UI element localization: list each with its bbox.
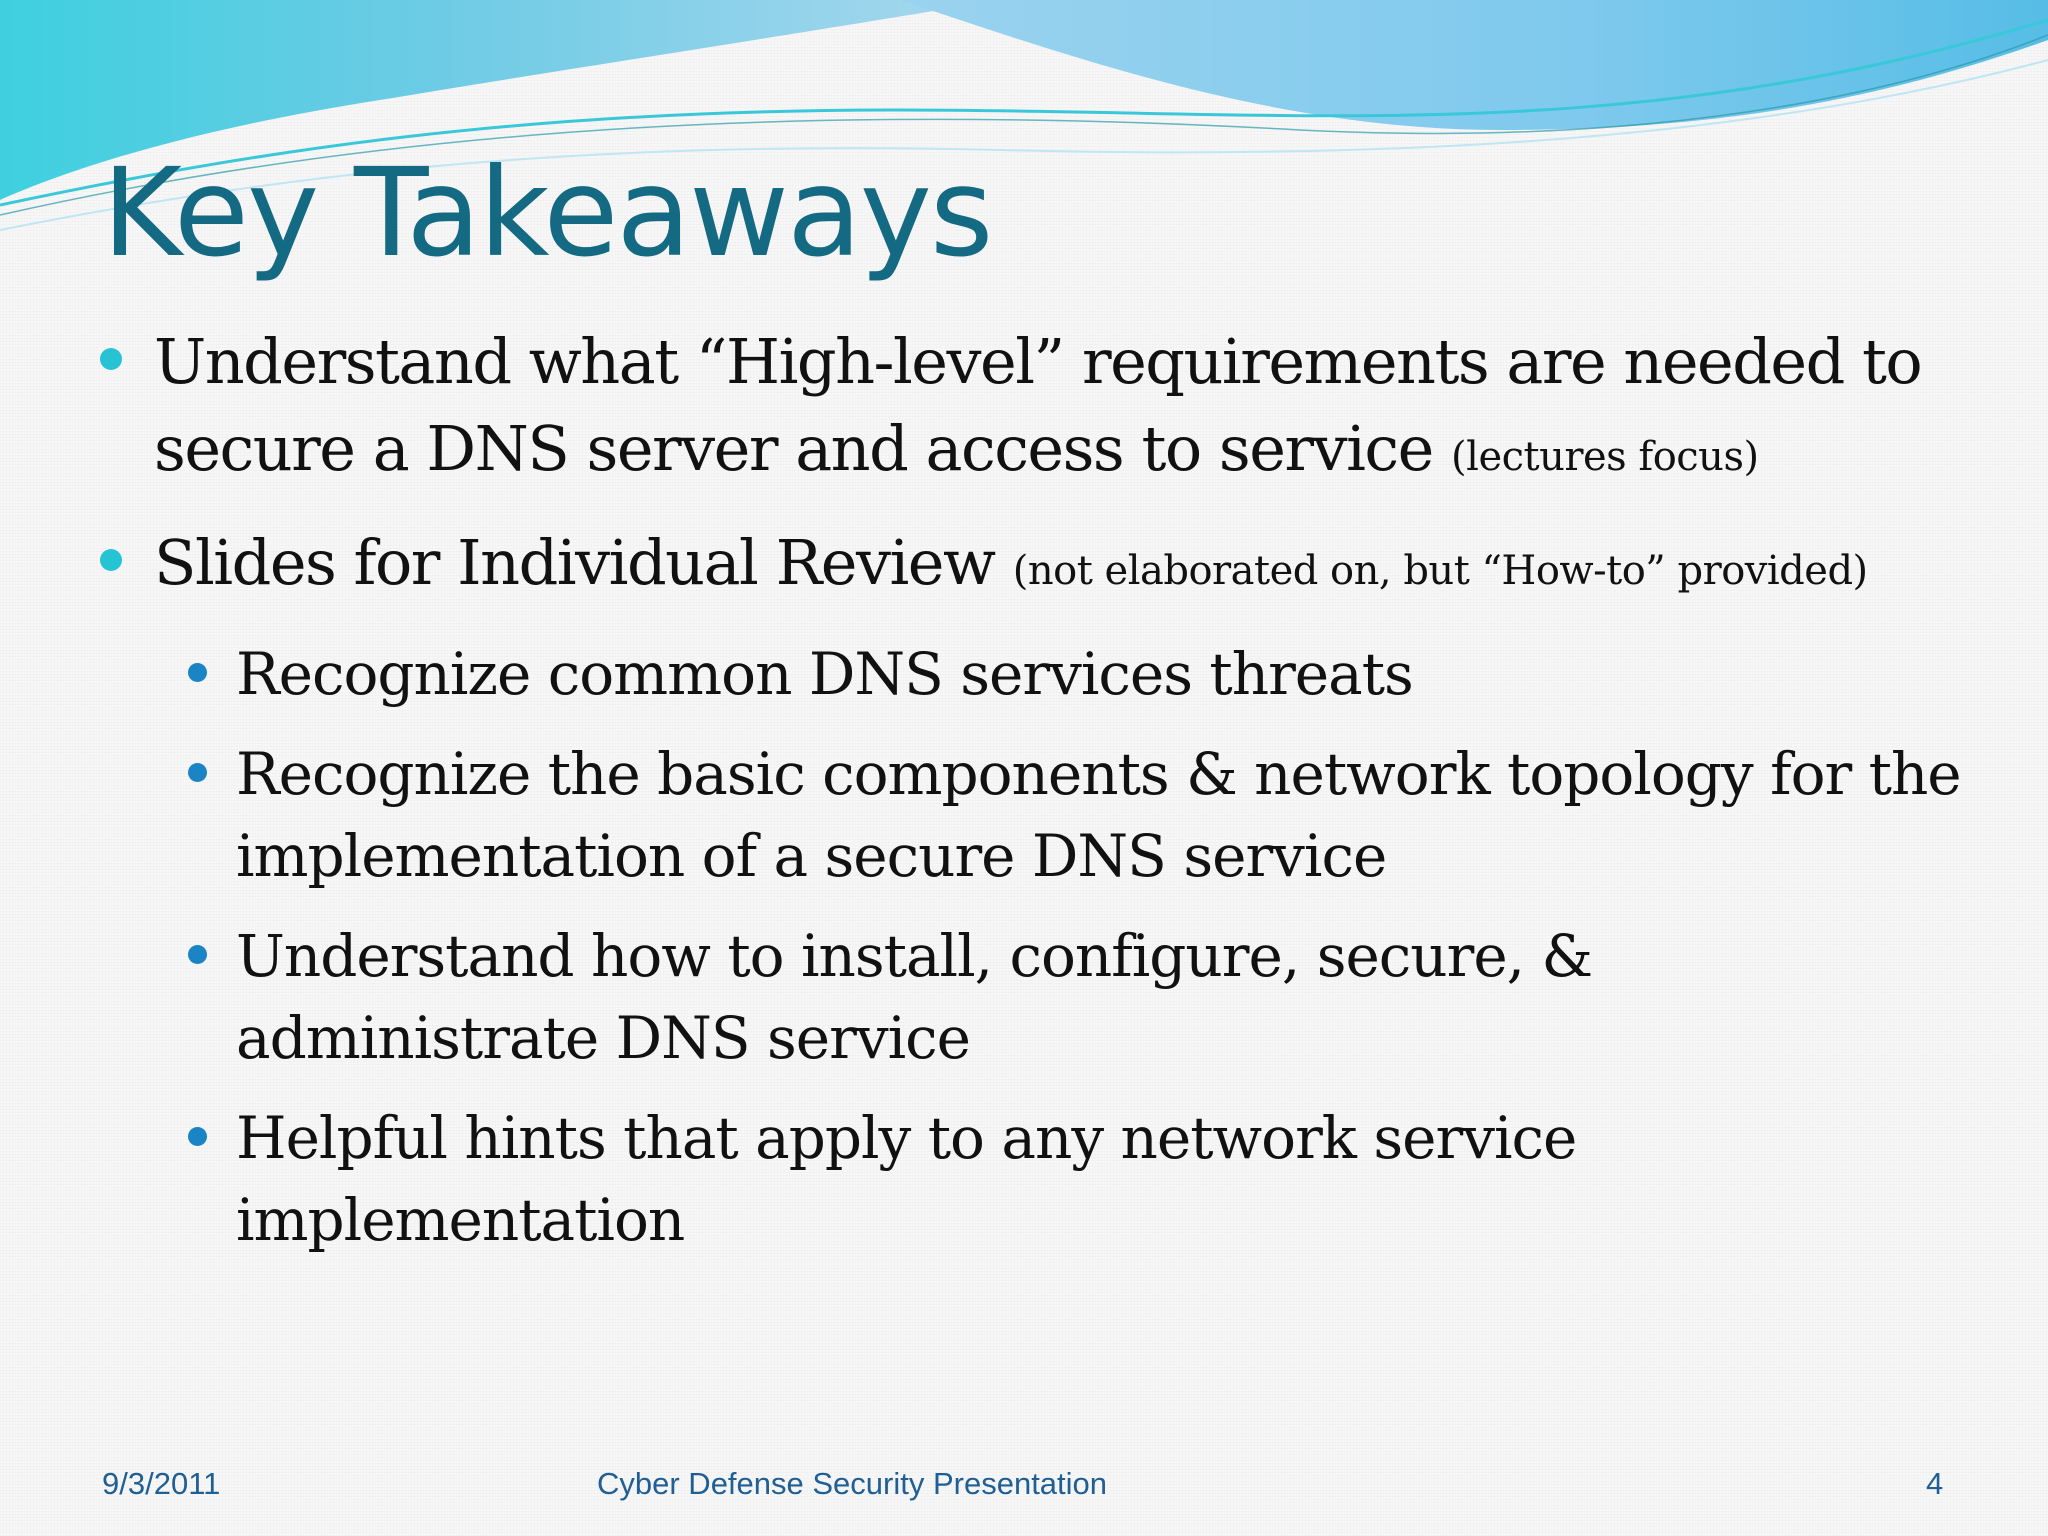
sub-bullet-text: Recognize the basic components & network topology for the implementation of a secure DNS service bbox=[236, 740, 1961, 890]
sub-bullet-text: Helpful hints that apply to any network service implementation bbox=[236, 1104, 1577, 1254]
sub-bullet-item bbox=[96, 733, 1966, 897]
bullet-item bbox=[96, 318, 1966, 501]
sub-bullet-dot-icon bbox=[188, 663, 207, 682]
sub-bullet-item bbox=[96, 1097, 1966, 1261]
sub-bullet-dot-icon bbox=[188, 945, 207, 964]
sub-bullet-item bbox=[96, 633, 1966, 715]
sub-bullet-list bbox=[96, 633, 1966, 1261]
bullet-item bbox=[96, 519, 1966, 615]
bullet-text: Understand what “High-level” requirements are needed to secure a DNS server and access to service bbox=[154, 325, 1922, 485]
bullet-dot-icon bbox=[100, 348, 122, 370]
bullet-note: (lectures focus) bbox=[1451, 434, 1759, 480]
sub-bullet-text: Recognize common DNS services threats bbox=[236, 640, 1413, 708]
bullet-note: (not elaborated on, but “How-to” provided) bbox=[1012, 548, 1868, 594]
sub-bullet-text: Understand how to install, configure, secure, & administrate DNS service bbox=[236, 922, 1593, 1072]
slide-title: Key Takeaways bbox=[102, 142, 992, 284]
footer-presentation-title: Cyber Defense Security Presentation bbox=[597, 1466, 1108, 1501]
sub-bullet-item bbox=[96, 915, 1966, 1079]
sub-bullet-dot-icon bbox=[188, 1127, 207, 1146]
bullet-dot-icon bbox=[100, 549, 122, 571]
sub-bullet-dot-icon bbox=[188, 763, 207, 782]
bullet-list bbox=[96, 318, 1966, 1279]
slide-number: 4 bbox=[1926, 1466, 1944, 1501]
footer-date: 9/3/2011 bbox=[102, 1466, 221, 1501]
bullet-text: Slides for Individual Review bbox=[154, 526, 995, 599]
